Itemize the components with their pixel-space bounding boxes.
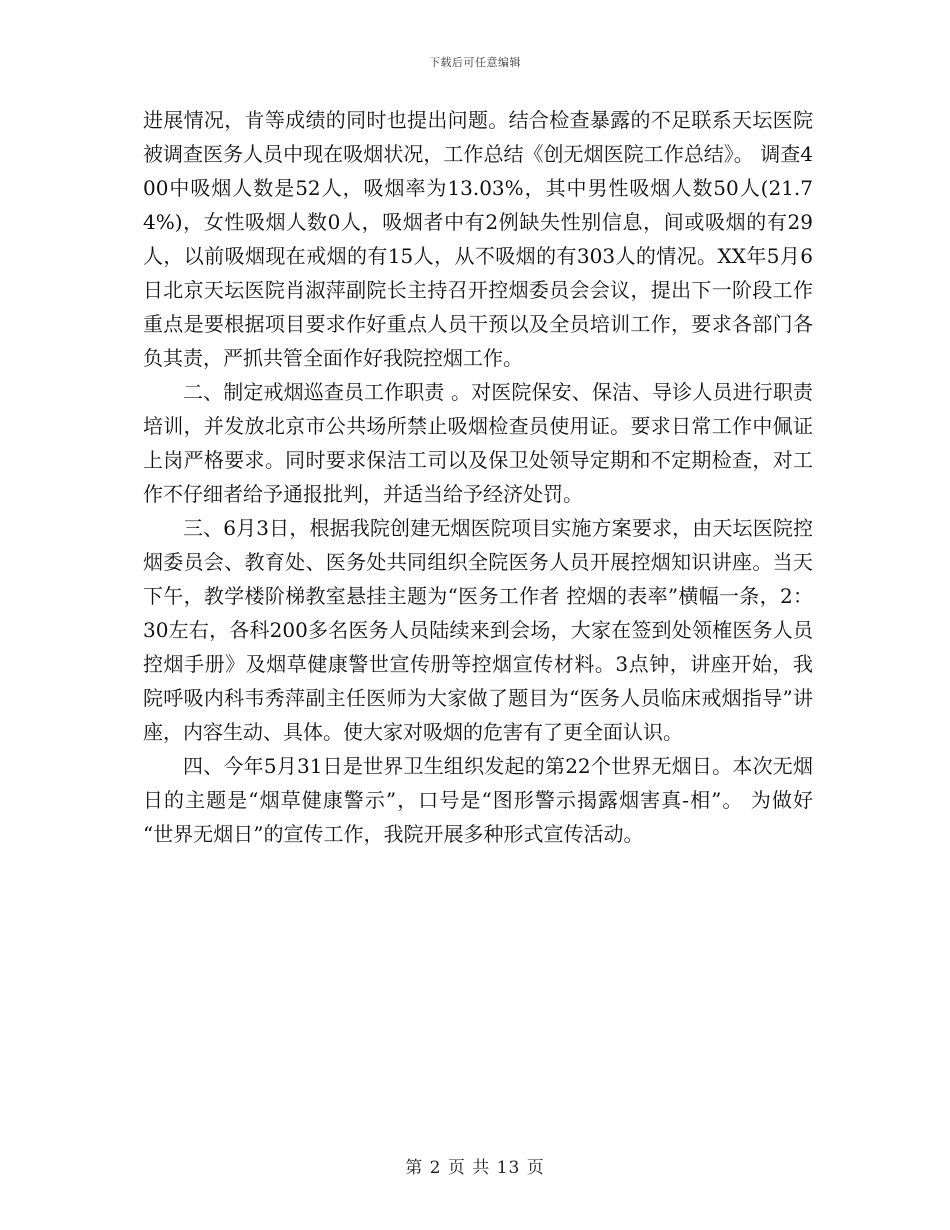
page-number-footer: 第 2 页 共 13 页 bbox=[405, 1158, 545, 1178]
paragraph-continued: 进展情况，肯等成绩的同时也提出问题。结合检查暴露的不足联系天坛医院被调查医务人员中现在吸烟状况，工作总结《创无烟医院工作总结》。 调查400中吸烟人数是52人，吸烟率为13.03%，其中男性吸烟人数50人(21.74%)，女性吸烟人数0人，吸烟者中有2例缺失性别信息，间或吸烟的有29人，以前吸烟现在戒烟的有15人，从不吸烟的有303人的情况。XX年5月6日北京天坛医院肖淑萍副院长主持召开控烟委员会会议，提出下一阶段工作重点是要根据项目要求作好重点人员干预以及全员培训工作，要求各部门各负其责，严抓共管全面作好我院控烟工作。 bbox=[143, 108, 813, 370]
paragraph-section-three: 三、6月3日，根据我院创建无烟医院项目实施方案要求，由天坛医院控烟委员会、教育处、医务处共同组织全院医务人员开展控烟知识讲座。当天下午，教学楼阶梯教室悬挂主题为“医务工作者 控烟的表率”横幅一条，2：30左右，各科200多名医务人员陆续来到会场，大家在签到处领榷医务人员控烟手册》及烟草健康警世宣传册等控烟宣传材料。3点钟，讲座开始，我院呼吸内科韦秀萍副主任医师为大家做了题目为“医务人员临床戒烟指导”讲座，内容生动、具体。使大家对吸烟的危害有了更全面认识。 bbox=[143, 516, 813, 744]
document-body bbox=[143, 103, 813, 851]
page-header-note: 下载后可任意编辑 bbox=[429, 56, 521, 69]
paragraph-section-two: 二、制定戒烟巡查员工作职责 。对医院保安、保洁、导诊人员进行职责培训，并发放北京市公共场所禁止吸烟检查员使用证。要求日常工作中佩证上岗严格要求。同时要求保洁工司以及保卫处领导定期和不定期检查，对工作不仔细者给予通报批判，并适当给予经济处罚。 bbox=[143, 380, 813, 506]
paragraph-section-four: 四、今年5月31日是世界卫生组织发起的第22个世界无烟日。本次无烟日的主题是“烟草健康警示”，口号是“图形警示揭露烟害真-相”。 为做好 “世界无烟日”的宣传工作，我院开展多种形式宣传活动。 bbox=[143, 754, 813, 846]
